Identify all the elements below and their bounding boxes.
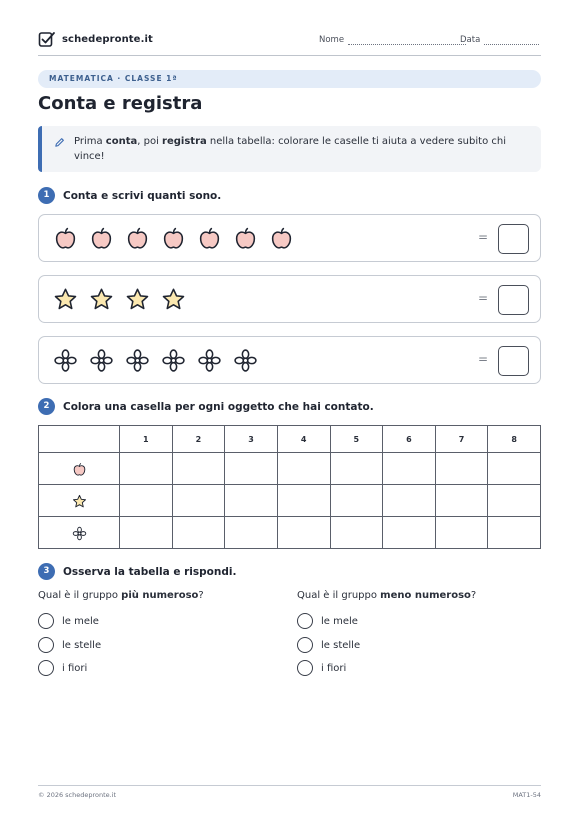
tip-text: Prima conta, poi registra nella tabella: colorare le caselle ti aiuta a vedere subito chi vince! [74, 136, 506, 162]
apple-item [269, 226, 294, 251]
column-header: 4 [277, 426, 330, 453]
star-item [125, 287, 150, 312]
star-item [53, 287, 78, 312]
column-header: 8 [488, 426, 541, 453]
question-most: Qual è il gruppo più numeroso? [38, 590, 204, 601]
apple-icon [233, 226, 258, 251]
star-item [89, 287, 114, 312]
apple-item [125, 226, 150, 251]
date-line [484, 37, 539, 45]
answer-box-apples[interactable] [498, 224, 529, 254]
section-number: 3 [38, 563, 55, 580]
section-label: Conta e scrivi quanti sono. [63, 189, 222, 202]
date-field[interactable] [460, 35, 539, 45]
flower-icon [197, 348, 222, 373]
tally-cell[interactable] [225, 485, 278, 517]
apple-icon [53, 226, 78, 251]
section-3-heading [38, 563, 236, 580]
star-icon [89, 287, 114, 312]
option-most-mele[interactable]: le mele [38, 613, 99, 629]
option-least-mele[interactable]: le mele [297, 613, 358, 629]
apple-item [233, 226, 258, 251]
tally-cell[interactable] [488, 453, 541, 485]
tip-accent-bar [38, 126, 42, 172]
tally-cell[interactable] [277, 453, 330, 485]
answer-box-stars[interactable] [498, 285, 529, 315]
tally-cell[interactable] [330, 453, 383, 485]
table-header-row [39, 426, 541, 453]
equals-sign: = [478, 230, 489, 244]
equals-sign: = [478, 352, 489, 366]
section-label: Colora una casella per ogni oggetto che hai contato. [63, 400, 374, 413]
apple-icon [269, 226, 294, 251]
column-header: 6 [383, 426, 436, 453]
flower-icon [161, 348, 186, 373]
tally-table [38, 425, 541, 549]
tally-cell[interactable] [172, 485, 225, 517]
apple-item [197, 226, 222, 251]
section-2-heading [38, 398, 374, 415]
table-corner-cell [39, 426, 120, 453]
apple-icons [53, 226, 305, 251]
tally-cell[interactable] [225, 453, 278, 485]
option-most-fiori[interactable]: i fiori [38, 660, 87, 676]
column-header: 2 [172, 426, 225, 453]
table-row [39, 517, 541, 549]
flower-icon [233, 348, 258, 373]
name-line [348, 37, 466, 45]
count-row-apples [38, 214, 541, 262]
apple-item [89, 226, 114, 251]
row-icon-cell [39, 485, 120, 517]
tally-cell[interactable] [488, 517, 541, 549]
radio-button[interactable] [297, 613, 313, 629]
tally-cell[interactable] [435, 517, 488, 549]
tally-cell[interactable] [120, 485, 173, 517]
radio-button[interactable] [38, 613, 54, 629]
tally-cell[interactable] [277, 485, 330, 517]
tally-cell[interactable] [172, 517, 225, 549]
star-item [161, 287, 186, 312]
option-least-fiori[interactable]: i fiori [297, 660, 346, 676]
page-header [38, 30, 541, 56]
option-least-stelle[interactable]: le stelle [297, 637, 360, 653]
apple-icon [197, 226, 222, 251]
star-icon [72, 494, 87, 509]
apple-icon [89, 226, 114, 251]
column-header: 3 [225, 426, 278, 453]
count-row-flowers [38, 336, 541, 384]
radio-button[interactable] [297, 637, 313, 653]
tally-cell[interactable] [383, 485, 436, 517]
radio-button[interactable] [38, 660, 54, 676]
tally-cell[interactable] [383, 453, 436, 485]
name-label: Nome [319, 35, 345, 45]
checkbox-logo-icon [38, 30, 56, 48]
date-label: Data [460, 35, 481, 45]
flower-item [53, 348, 78, 373]
section-1-heading [38, 187, 221, 204]
apple-item [53, 226, 78, 251]
flower-item [233, 348, 258, 373]
row-icon-cell [39, 517, 120, 549]
answer-box-flowers[interactable] [498, 346, 529, 376]
page-footer [38, 785, 541, 799]
flower-item [125, 348, 150, 373]
radio-button[interactable] [297, 660, 313, 676]
brand-name: schedepronte.it [62, 33, 153, 45]
flower-icon [53, 348, 78, 373]
flower-item [161, 348, 186, 373]
brand [38, 30, 153, 48]
table-row [39, 453, 541, 485]
column-header: 7 [435, 426, 488, 453]
count-row-stars [38, 275, 541, 323]
copyright: © 2026 schedepronte.it [38, 791, 117, 799]
radio-button[interactable] [38, 637, 54, 653]
tally-cell[interactable] [435, 485, 488, 517]
star-icon [161, 287, 186, 312]
tally-cell[interactable] [488, 485, 541, 517]
column-header: 1 [120, 426, 173, 453]
star-icon [53, 287, 78, 312]
tally-cell[interactable] [120, 517, 173, 549]
tally-cell[interactable] [435, 453, 488, 485]
section-number: 2 [38, 398, 55, 415]
tally-cell[interactable] [330, 517, 383, 549]
question-least: Qual è il gruppo meno numeroso? [297, 590, 477, 601]
flower-icon [89, 348, 114, 373]
section-number: 1 [38, 187, 55, 204]
table-row [39, 485, 541, 517]
tally-cell[interactable] [120, 453, 173, 485]
tally-cell[interactable] [277, 517, 330, 549]
row-icon-cell [39, 453, 120, 485]
tally-cell[interactable] [383, 517, 436, 549]
subject-badge: MATEMATICA · CLASSE 1ª [38, 70, 541, 88]
tip-box [38, 126, 541, 172]
apple-item [161, 226, 186, 251]
star-icons [53, 287, 197, 312]
apple-icon [125, 226, 150, 251]
column-header: 5 [330, 426, 383, 453]
flower-icons [53, 348, 269, 373]
flower-item [197, 348, 222, 373]
apple-icon [161, 226, 186, 251]
star-icon [125, 287, 150, 312]
flower-item [89, 348, 114, 373]
flower-icon [125, 348, 150, 373]
equals-sign: = [478, 291, 489, 305]
tally-cell[interactable] [172, 453, 225, 485]
pencil-icon [54, 137, 65, 148]
tally-cell[interactable] [225, 517, 278, 549]
flower-icon [72, 526, 87, 541]
sheet-code: MAT1-54 [512, 791, 541, 799]
apple-icon [72, 462, 87, 477]
page-title: Conta e registra [38, 93, 203, 114]
name-field[interactable] [319, 35, 466, 45]
section-label: Osserva la tabella e rispondi. [63, 565, 237, 578]
option-most-stelle[interactable]: le stelle [38, 637, 101, 653]
tally-cell[interactable] [330, 485, 383, 517]
